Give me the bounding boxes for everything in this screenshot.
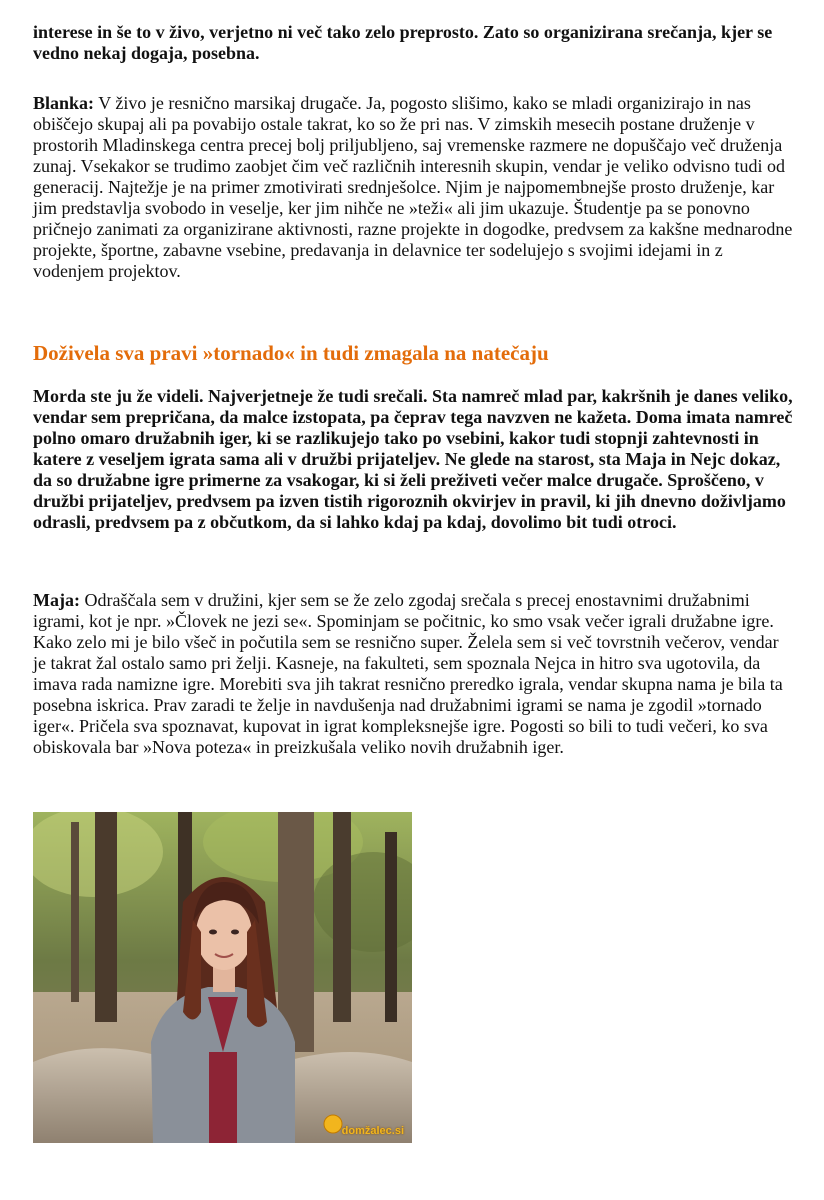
paragraph-intro-continuation: interese in še to v živo, verjetno ni več tako zelo preprosto. Zato so organizirana srečanja, kjer se vedno nekaj dogaja, posebna. [33, 22, 773, 63]
paragraph-blanka [33, 93, 793, 282]
speaker-blanka: Blanka: [33, 93, 95, 113]
portrait-photo [33, 812, 412, 1143]
paragraph-maja [33, 590, 793, 758]
speaker-maja: Maja: [33, 590, 80, 610]
paragraph-lead: Morda ste ju že videli. Najverjetneje že tudi srečali. Sta namreč mlad par, kakršnih je danes veliko, vendar sem prepričana, da malce izstopata, pa čeprav tega navzven ne kažeta. Doma imata namreč polno omaro družabnih iger, ki se razlikujejo tako po vsebini, kakor tudi stopnji zahtevnosti in katere z veseljem igrata sama ali v družbi prijateljev. Ne glede na starost, sta Maja in Nejc dokaz, da so družabne igre primerne za vsakogar, ki si želi preživeti večer malce drugače. Sproščeno, v družbi prijateljev, predvsem pa izven tistih rigoroznih okvirjev in pravil, ki jih dnevno doživljamo odrasli, predvsem pa z občutkom, da si lahko kdaj pa kdaj, dovolimo bit tudi otroci. [33, 386, 793, 532]
paragraph-maja-text: Odraščala sem v družini, kjer sem se že zelo zgodaj srečala s precej enostavnimi družabnimi igrami, kot je npr. »Človek ne jezi se«. Spominjam se počitnic, ko smo vsak večer igrali družabne igre. Kako zelo mi je bilo všeč in počutila sem se resnično super. Želela sem si več tovrstnih večerov, vendar je takrat žal ostalo samo pri želji. Kasneje, na fakulteti, sem spoznala Nejca in hitro sva ugotovila, da imava rada namizne igre. Morebiti sva jih takrat resnično preredko igrala, vendar skupna nama je bila ta posebna iskrica. Prav zaradi te želje in navdušenja nad družabnimi igrami se nama je zgodil »tornado iger«. Pričela sva spoznavat, kupovat in igrat kompleksnejše igre. Pogosti so bili to tudi večeri, ko sva obiskovala bar »Nova poteza« in preizkušala veliko novih družabnih iger. [33, 590, 783, 757]
photo-watermark: domžalec.si [341, 1125, 404, 1137]
section-heading: Doživela sva pravi »tornado« in tudi zmagala na natečaju [33, 341, 549, 365]
paragraph-blanka-text: V živo je resnično marsikaj drugače. Ja, pogosto slišimo, kako se mladi organizirajo in nas obiščejo skupaj ali pa povabijo ostale takrat, ko so že pri nas. V zimskih mesecih postane druženje v prostorih Mladinskega centra precej bolj priljubljeno, saj vremenske razmere ne dopuščajo več druženja zunaj. Vsekakor se trudimo zaobjet čim več različnih interesnih skupin, vendar je veliko odvisno tudi od generacij. Najtežje je na primer zmotivirati srednješolce. Njim je najpomembnejše prosto druženje, kar jim predstavlja svobodo in veselje, ker jim nihče ne »teži« ali jim ukazuje. Študentje pa se ponovno pričnejo zanimati za organizirane aktivnosti, razne projekte in dogodke, predvsem za kakšne mednarodne projekte, športne, zabavne vsebine, predavanja in delavnice ter sodelujejo s svojimi idejami in z vodenjem projektov. [33, 93, 793, 281]
portrait-photo-illustration [33, 812, 412, 1143]
